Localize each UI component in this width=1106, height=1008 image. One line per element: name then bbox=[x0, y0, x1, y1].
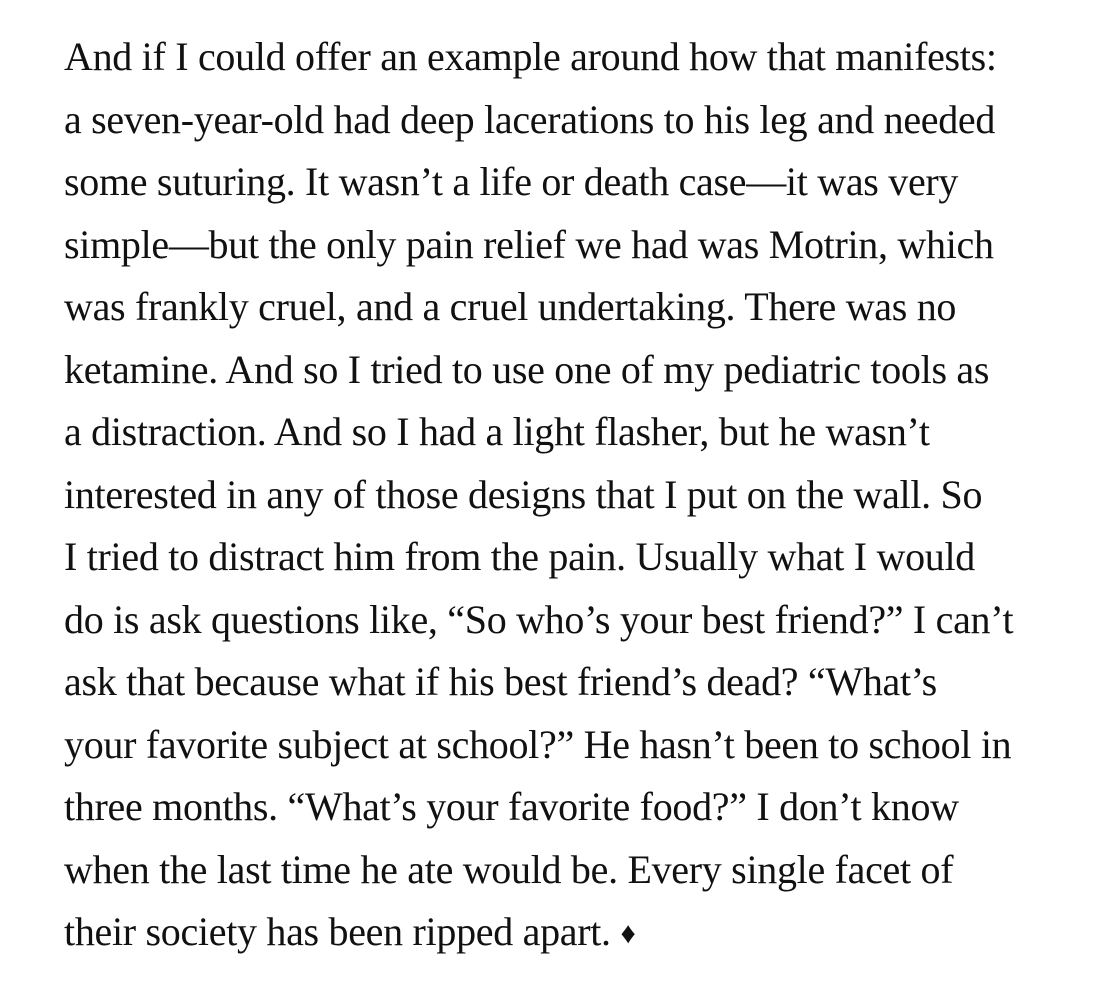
text-line: a distraction. And so I had a light flasher, but he wasn’t bbox=[64, 409, 930, 454]
text-line: three months. “What’s your favorite food?” I don’t know bbox=[64, 784, 959, 829]
text-line: I tried to distract him from the pain. Usually what I would bbox=[64, 534, 975, 579]
final-text-line bbox=[64, 901, 1064, 966]
text-line: interested in any of those designs that I put on the wall. So bbox=[64, 471, 983, 517]
text-line: some suturing. It wasn’t a life or death case—it was very bbox=[64, 159, 959, 204]
text-line: And if I could offer an example around how that manifests: bbox=[64, 34, 997, 79]
text-line: was frankly cruel, and a cruel undertaking. There was no bbox=[64, 284, 957, 329]
text-line: simple—but the only pain relief we had was Motrin, which bbox=[64, 221, 994, 267]
text-line: their society has been ripped apart. bbox=[64, 909, 611, 954]
text-line: do is ask questions like, “So who’s your best friend?” I can’t bbox=[64, 596, 1014, 642]
text-line: ask that because what if his best friend’s dead? “What’s bbox=[64, 659, 937, 704]
text-line: ketamine. And so I tried to use one of my pediatric tools as bbox=[64, 346, 990, 392]
text-line: when the last time he ate would be. Every single facet of bbox=[64, 846, 954, 892]
text-line: your favorite subject at school?” He hasn’t been to school in bbox=[64, 721, 1012, 767]
article-paragraph bbox=[64, 26, 1064, 966]
text-line: a seven-year-old had deep lacerations to his leg and needed bbox=[64, 96, 996, 142]
end-mark-diamond-icon: ♦ bbox=[620, 917, 636, 950]
